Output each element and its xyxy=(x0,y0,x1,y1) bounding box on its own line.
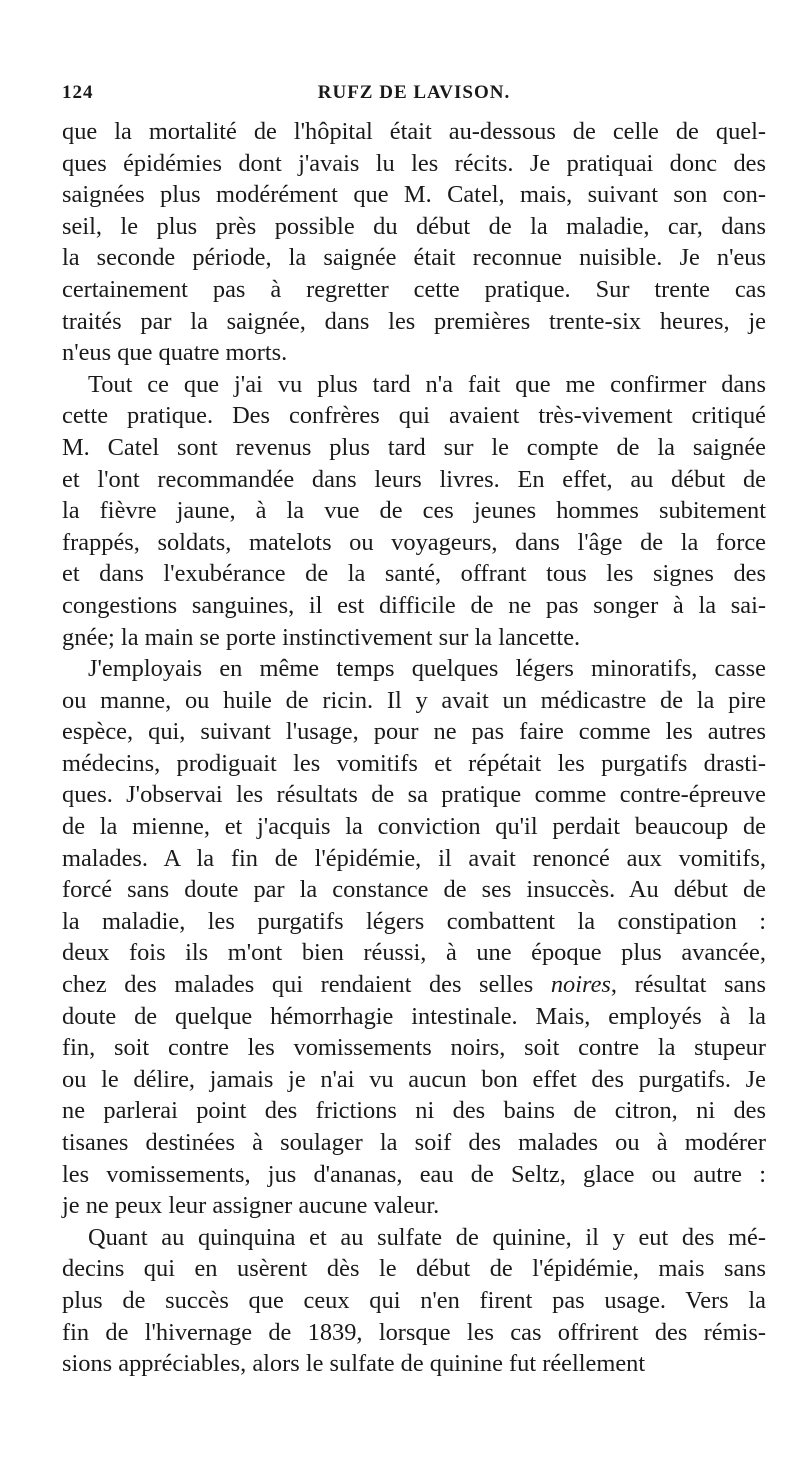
line-text: la seconde période, la saignée était reconnue nuisible. Je n'eus xyxy=(62,244,766,272)
line-text: plus de succès que ceux qui n'en firent pas usage. Vers la xyxy=(62,1286,766,1314)
text-line xyxy=(62,779,766,811)
line-text: fin de l'hivernage de 1839, lorsque les cas offrirent des rémis- xyxy=(62,1318,766,1346)
line-text: n'eus que quatre morts. xyxy=(62,339,288,367)
text-line xyxy=(62,1001,766,1033)
text-line xyxy=(62,1348,766,1380)
line-text: fin, soit contre les vomissements noirs, soit contre la stupeur xyxy=(62,1034,766,1062)
text-line xyxy=(62,937,766,969)
line-text: médecins, prodiguait les vomitifs et répétait les purgatifs drasti- xyxy=(62,749,766,777)
line-text: M. Catel sont revenus plus tard sur le compte de la saignée xyxy=(62,433,766,461)
line-text: seil, le plus près possible du début de la maladie, car, dans xyxy=(62,212,766,240)
line-text: de la mienne, et j'acquis la conviction qu'il perdait beaucoup de xyxy=(62,813,766,841)
line-text: cette pratique. Des confrères qui avaient très-vivement critiqué xyxy=(62,402,766,430)
line-text: ou le délire, jamais je n'ai vu aucun bon effet des purgatifs. Je xyxy=(62,1065,766,1093)
line-text: ou manne, ou huile de ricin. Il y avait un médicastre de la pire xyxy=(62,686,766,714)
body-text xyxy=(62,116,766,1380)
line-text: les vomissements, jus d'ananas, eau de Seltz, glace ou autre : xyxy=(62,1160,766,1188)
line-text: ques épidémies dont j'avais lu les récits. Je pratiquai donc des xyxy=(62,149,766,177)
paragraph xyxy=(62,116,766,369)
line-text: je ne peux leur assigner aucune valeur. xyxy=(62,1192,440,1220)
paragraph xyxy=(62,1222,766,1380)
line-text: ne parlerai point des frictions ni des bains de citron, ni des xyxy=(62,1097,766,1125)
text-line xyxy=(62,685,766,717)
text-line xyxy=(62,843,766,875)
text-line xyxy=(62,1317,766,1349)
text-line xyxy=(62,590,766,622)
text-line xyxy=(62,653,766,685)
line-text: que la mortalité de l'hôpital était au-dessous de celle de quel- xyxy=(62,118,766,145)
line-text: J'employais en même temps quelques légers minoratifs, casse xyxy=(88,655,766,683)
page-number: 124 xyxy=(62,82,94,103)
line-text: tisanes destinées à soulager la soif des malades ou à modérer xyxy=(62,1129,766,1156)
text-line xyxy=(62,1032,766,1064)
text-line xyxy=(62,495,766,527)
line-text: et dans l'exubérance de la santé, offrant tous les signes des xyxy=(62,560,766,588)
text-line xyxy=(62,116,766,148)
text-line xyxy=(62,1095,766,1127)
line-text: doute de quelque hémorrhagie intestinale. Mais, employés à la xyxy=(62,1002,766,1030)
text-line xyxy=(62,1064,766,1096)
line-text: certainement pas à regretter cette pratique. Sur trente cas xyxy=(62,275,766,303)
line-text: la fièvre jaune, à la vue de ces jeunes hommes subitement xyxy=(62,497,766,525)
line-text: et l'ont recommandée dans leurs livres. En effet, au début de xyxy=(62,465,766,493)
text-line xyxy=(62,432,766,464)
text-line xyxy=(62,527,766,559)
text-line xyxy=(62,811,766,843)
text-line xyxy=(62,242,766,274)
text-line xyxy=(62,400,766,432)
text-line xyxy=(62,558,766,590)
paragraph xyxy=(62,369,766,653)
line-text: saignées plus modérément que M. Catel, mais, suivant son con- xyxy=(62,181,766,209)
text-line xyxy=(62,874,766,906)
line-text: espèce, qui, suivant l'usage, pour ne pas faire comme les autres xyxy=(62,718,766,746)
text-line xyxy=(62,1253,766,1285)
text-line xyxy=(62,274,766,306)
text-line xyxy=(62,1127,766,1159)
text-line xyxy=(62,716,766,748)
text-line xyxy=(62,337,766,369)
line-text: chez des malades qui rendaient des selles xyxy=(62,971,534,999)
line-text-after: , résultat sans xyxy=(610,971,766,999)
line-text: gnée; la main se porte instinctivement sur la lancette. xyxy=(62,623,581,651)
line-text: frappés, soldats, matelots ou voyageurs, dans l'âge de la force xyxy=(62,528,766,556)
book-page xyxy=(62,76,766,1380)
text-line xyxy=(62,622,766,654)
text-line xyxy=(62,1159,766,1191)
running-title: RUFZ DE LAVISON. xyxy=(317,82,511,103)
text-line xyxy=(62,179,766,211)
line-text: la maladie, les purgatifs légers combattent la constipation : xyxy=(62,907,766,935)
line-text: congestions sanguines, il est difficile de ne pas songer à la sai- xyxy=(62,591,766,619)
line-text: decins qui en usèrent dès le début de l'épidémie, mais sans xyxy=(62,1255,766,1283)
line-text: malades. A la fin de l'épidémie, il avait renoncé aux vomitifs, xyxy=(62,844,766,872)
paragraph xyxy=(62,653,766,1222)
text-line xyxy=(62,211,766,243)
text-line xyxy=(62,306,766,338)
line-text: ques. J'observai les résultats de sa pratique comme contre-épreuve xyxy=(62,781,766,809)
running-head xyxy=(62,76,766,116)
italic-word: noires xyxy=(550,971,611,999)
line-text: Quant au quinquina et au sulfate de quinine, il y eut des mé- xyxy=(88,1223,766,1251)
line-text: forcé sans doute par la constance de ses insuccès. Au début de xyxy=(62,876,766,904)
text-line xyxy=(62,1285,766,1317)
text-line xyxy=(62,1190,766,1222)
text-line xyxy=(62,148,766,180)
line-text: Tout ce que j'ai vu plus tard n'a fait que me confirmer dans xyxy=(88,370,766,398)
text-line xyxy=(62,1222,766,1254)
line-text: traités par la saignée, dans les premières trente-six heures, je xyxy=(62,307,766,335)
line-text: sions appréciables, alors le sulfate de quinine fut réellement xyxy=(62,1350,646,1378)
text-line xyxy=(62,369,766,401)
line-text: deux fois ils m'ont bien réussi, à une époque plus avancée, xyxy=(62,939,766,967)
text-line xyxy=(62,969,766,1001)
text-line xyxy=(62,748,766,780)
text-line xyxy=(62,906,766,938)
text-line xyxy=(62,464,766,496)
